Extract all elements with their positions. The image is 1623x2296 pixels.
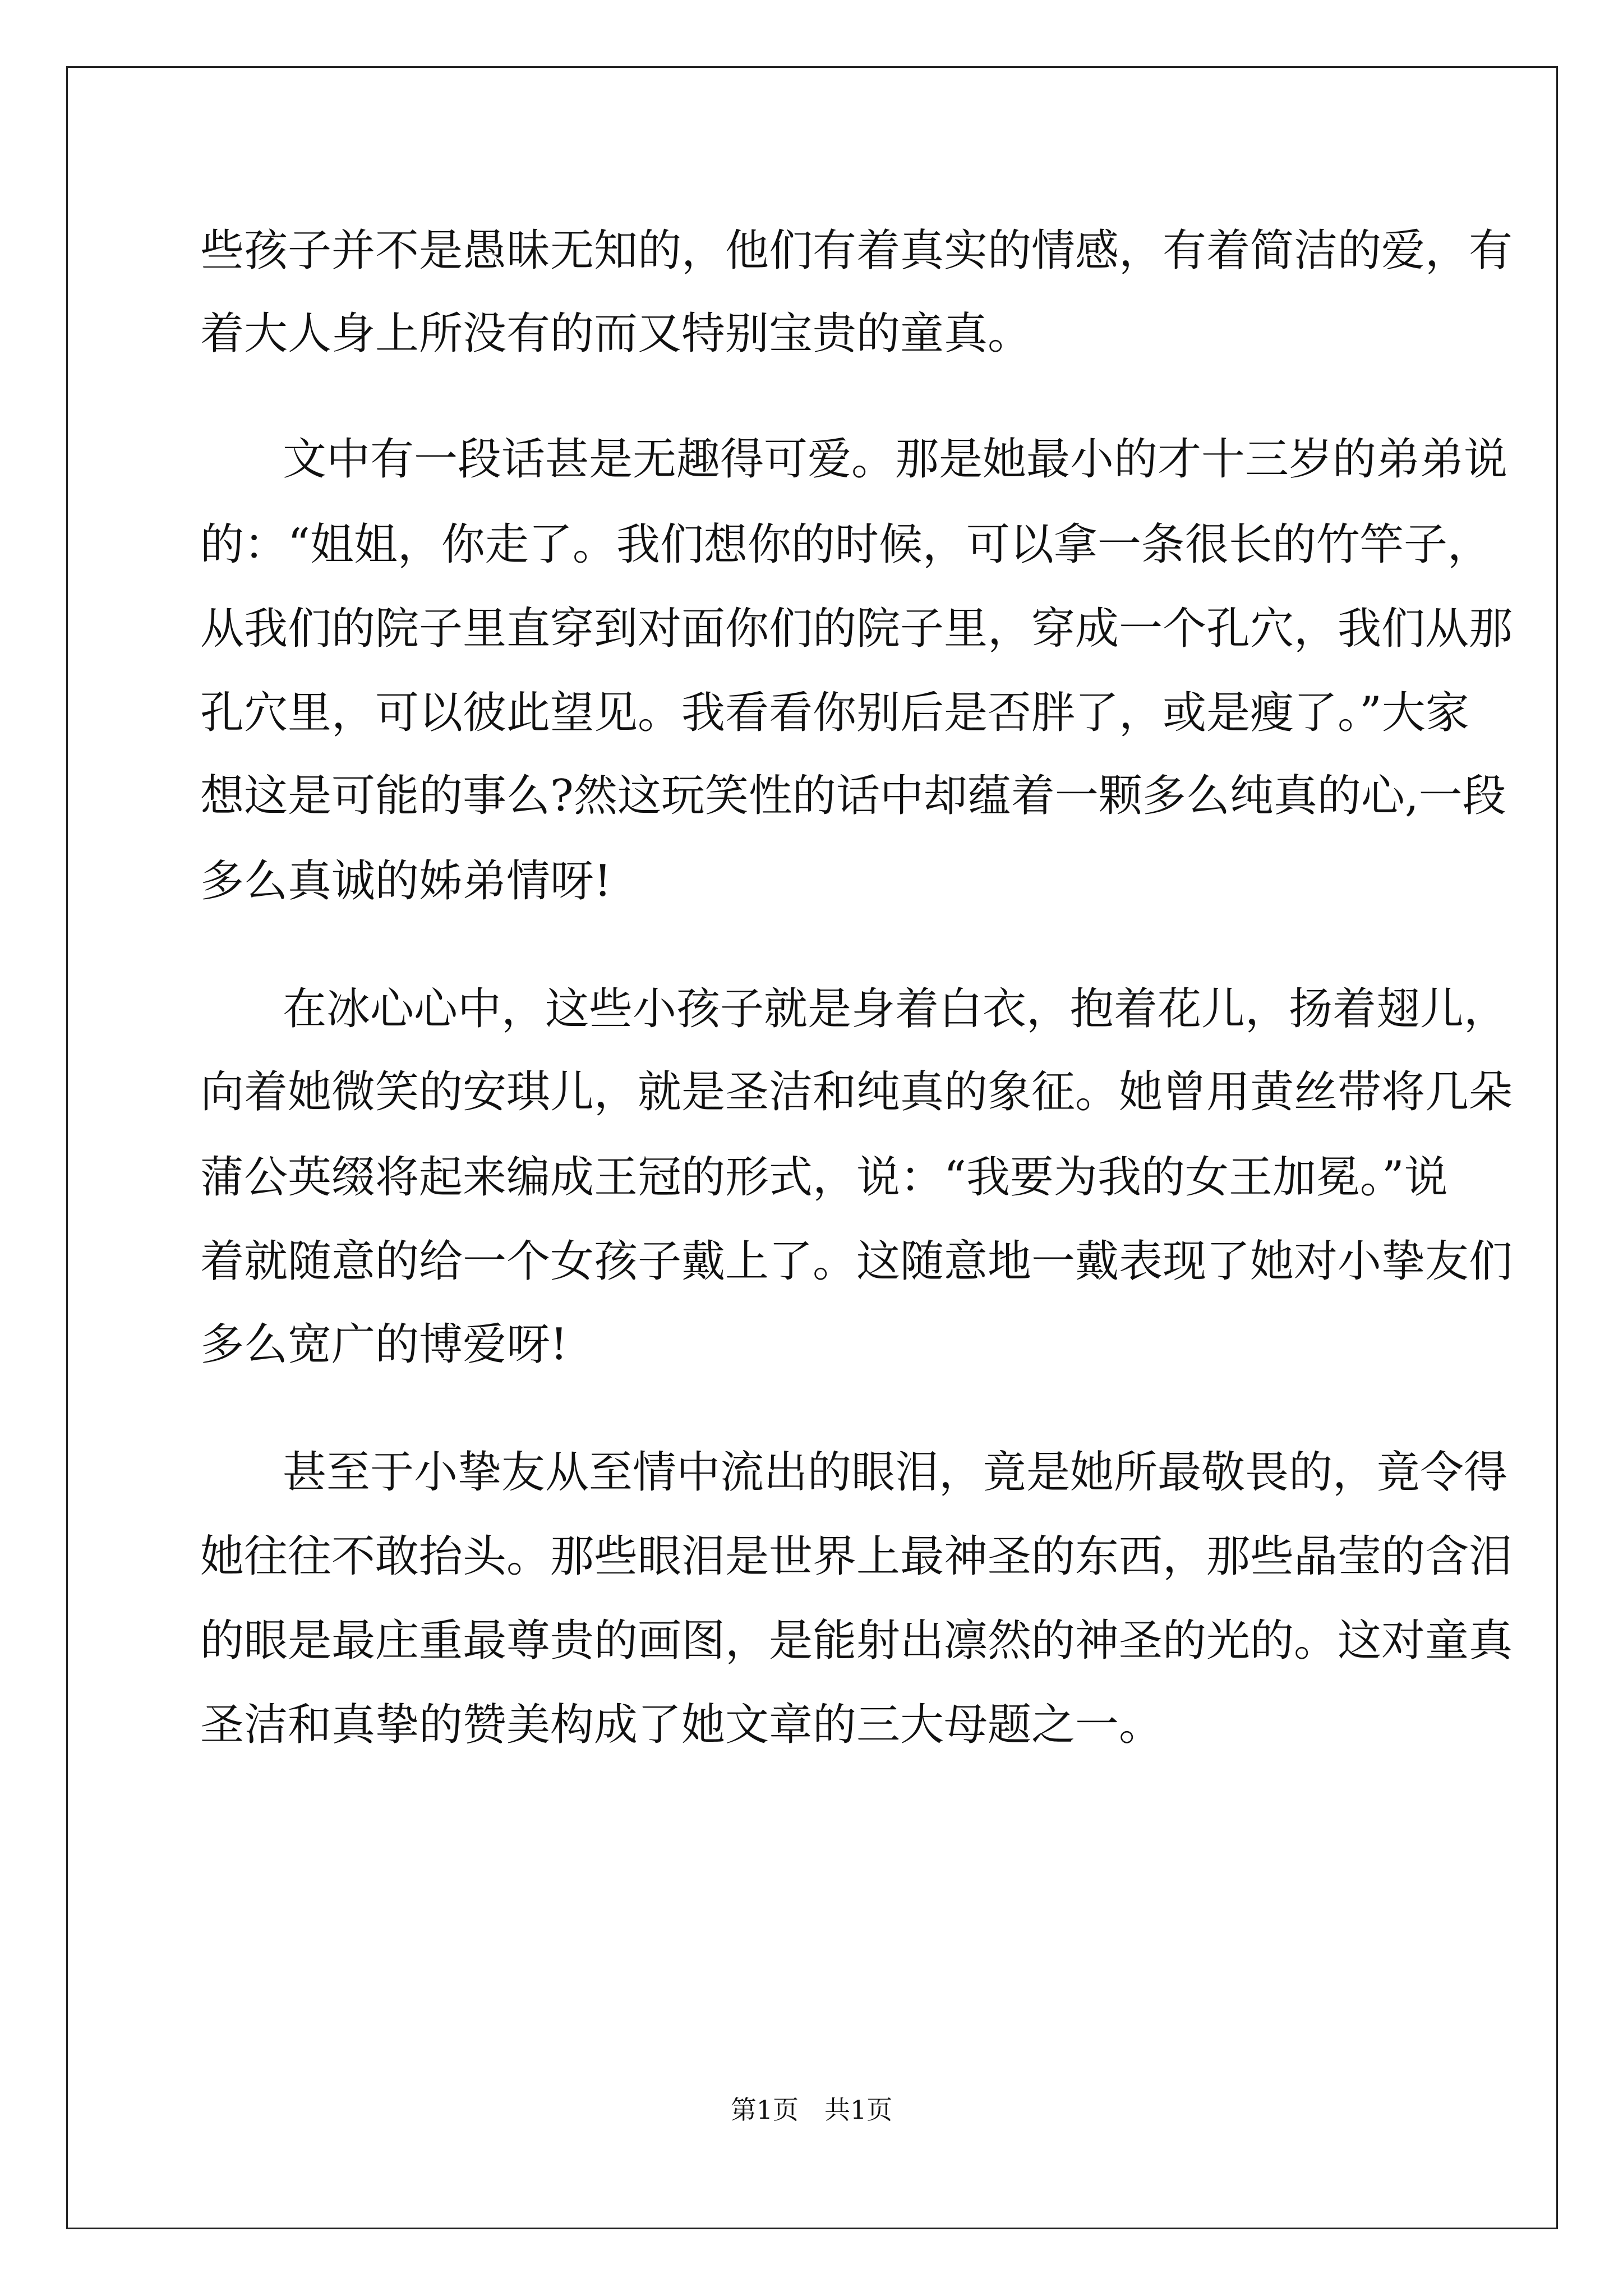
text-line: 向着她微笑的安琪儿，就是圣洁和纯真的象征。她曾用黄丝带将几朵 [200, 1067, 1513, 1117]
text-line: 甚至于小挚友从至情中流出的眼泪，竟是她所最敬畏的，竟令得 [283, 1447, 1508, 1498]
text-line: 在冰心心中，这些小孩子就是身着白衣，抱着花儿，扬着翅儿， [283, 984, 1508, 1034]
text-line: 着大人身上所没有的而又特别宝贵的童真。 [200, 309, 1032, 359]
text-line: 的眼是最庄重最尊贵的画图，是能射出凛然的神圣的光的。这对童真 [200, 1616, 1513, 1666]
text-line: 多么宽广的博爱呀! [200, 1319, 568, 1370]
text-line: 多么真诚的姊弟情呀! [200, 856, 612, 907]
text-line: 着就随意的给一个女孩子戴上了。这随意地一戴表现了她对小挚友们 [200, 1236, 1513, 1287]
text-line: 想这是可能的事么?然这玩笑性的话中却蕴着一颗多么纯真的心,一段 [200, 771, 1506, 821]
page-number-footer: 第1页 共1页 [730, 2095, 893, 2125]
text-line: 些孩子并不是愚昧无知的，他们有着真实的情感，有着简洁的爱，有 [200, 226, 1513, 276]
text-line: 圣洁和真挚的赞美构成了她文章的三大母题之一。 [200, 1700, 1163, 1750]
text-line: 从我们的院子里直穿到对面你们的院子里，穿成一个孔穴，我们从那 [200, 604, 1513, 654]
text-line: 文中有一段话甚是无趣得可爱。那是她最小的才十三岁的弟弟说 [283, 434, 1508, 485]
text-line: 她往往不敢抬头。那些眼泪是世界上最神圣的东西，那些晶莹的含泪 [200, 1531, 1513, 1582]
text-line: 蒲公英缀将起来编成王冠的形式，说：“我要为我的女王加冕。”说 [200, 1152, 1448, 1203]
text-line: 的：“姐姐，你走了。我们想你的时候，可以拿一条很长的竹竿子， [200, 519, 1491, 570]
text-line: 孔穴里，可以彼此望见。我看看你别后是否胖了，或是瘦了。”大家 [200, 688, 1469, 738]
